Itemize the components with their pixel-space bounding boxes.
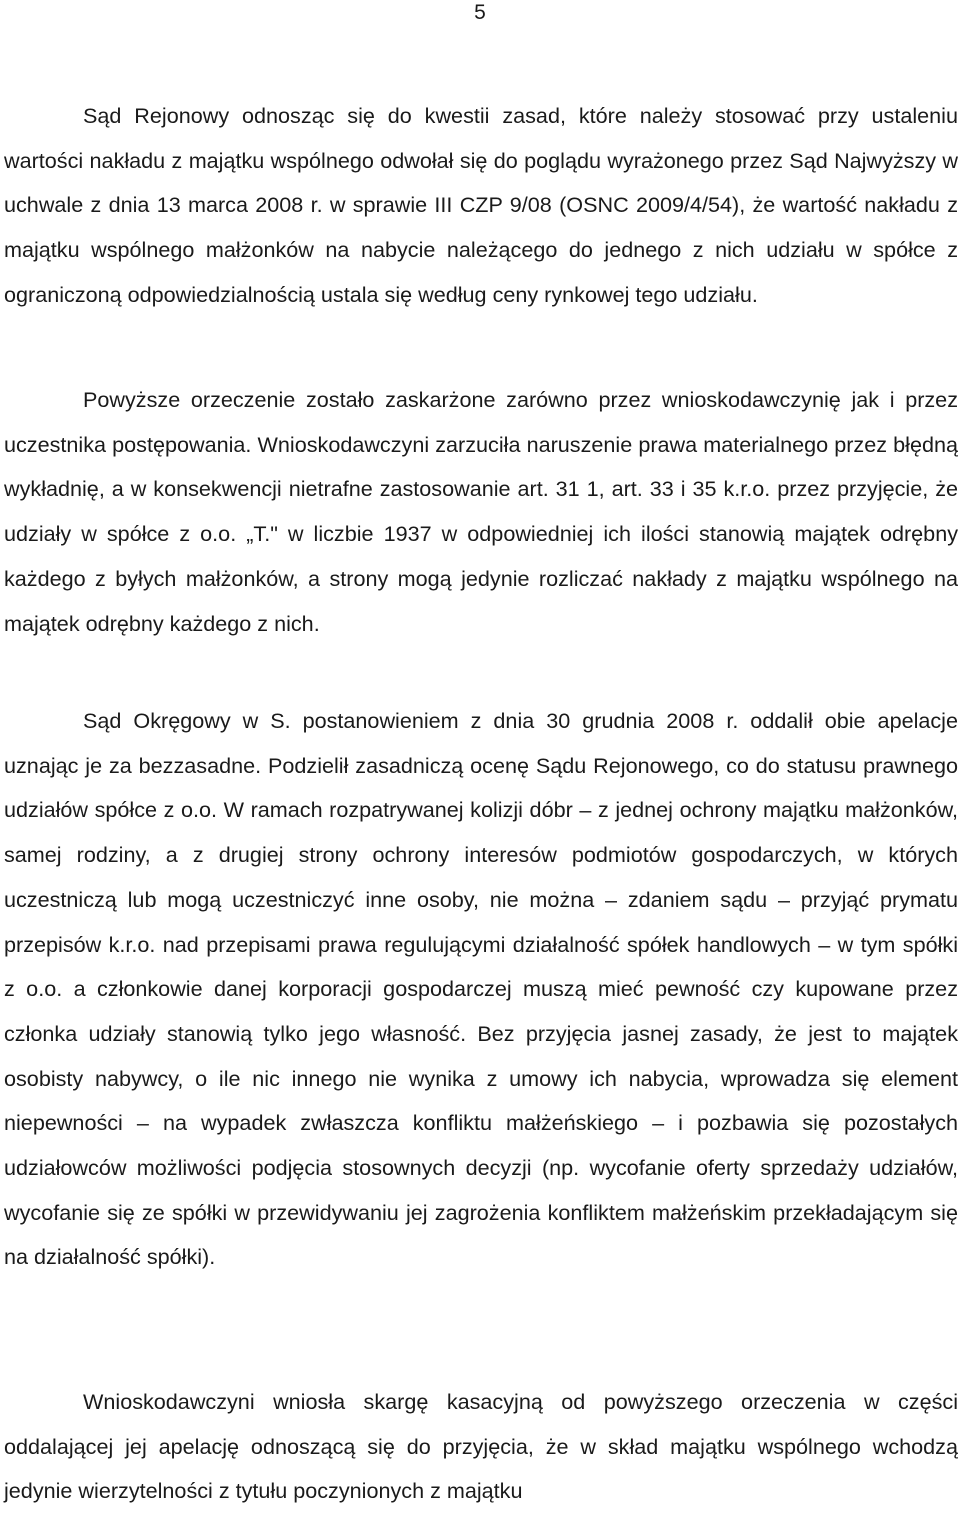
paragraph-regional-court-decision: Sąd Okręgowy w S. postanowieniem z dnia 30 grudnia 2008 r. oddalił obie apelacje uznając je za bezzasadne. Podzielił zasadniczą ocenę Sądu Rejonowego, co do statusu prawnego udziałów spółce z o.o. W ramach rozpatrywanej kolizji dóbr – z jednej ochrony majątku małżonków, samej rodziny, a z drugiej strony ochrony interesów podmiotów gospodarczych, w których uczestniczą lub mogą uczestniczyć inne osoby, nie można – zdaniem sądu – przyjąć prymatu przepisów k.r.o. nad przepisami prawa regulującymi działalność spółek handlowych – w tym spółki z o.o. a członkowie danej korporacji gospodarczej muszą mieć pewność czy kupowane przez członka udziały stanowią tylko jego własność. Bez przyjęcia jasnej zasady, że jest to majątek osobisty nabywcy, o ile nic innego nie wynika z umowy ich nabycia, wprowadza się element niepewności – na wypadek zwłaszcza konfliktu małżeńskiego – i pozbawia się pozostałych udziałowców możliwości podjęcia stosownych decyzji (np. wycofanie oferty sprzedaży udziałów, wycofanie się ze spółki w przewidywaniu jej zagrożenia konfliktem małżeńskim przekładającym się na działalność spółki). [4,708,958,1270]
paragraph-appeal-claims: Powyższe orzeczenie zostało zaskarżone zarówno przez wnioskodawczynię jak i przez uczestnika postępowania. Wnioskodawczyni zarzuciła naruszenie prawa materialnego przez błędną wykładnię, a w konsekwencji nietrafne zastosowanie art. 31 1, art. 33 i 35 k.r.o. przez przyjęcie, że udziały w spółce z o.o. „T." w liczbie 1937 w odpowiedniej ich ilości stanowią majątek odrębny każdego z byłych małżonków, a strony mogą jedynie rozliczać nakłady z majątku wspólnego na majątek odrębny każdego z nich. [4,387,958,636]
paragraph-cassation-appeal: Wnioskodawczyni wniosła skargę kasacyjną od powyższego orzeczenia w części oddalającej jej apelację odnoszącą się do przyjęcia, że w skład majątku wspólnego wchodzą jedynie wierzytelności z tytułu poczynionych z majątku [4,1389,958,1504]
paragraph-district-court-reasoning: Sąd Rejonowy odnosząc się do kwestii zasad, które należy stosować przy ustaleniu wartości nakładu z majątku wspólnego odwołał się do poglądu wyrażonego przez Sąd Najwyższy w uchwale z dnia 13 marca 2008 r. w sprawie III CZP 9/08 (OSNC 2009/4/54), że wartość nakładu z majątku wspólnego małżonków na nabycie należącego do jednego z nich udziału w spółce z ograniczoną odpowiedzialnością ustala się według ceny rynkowej tego udziału. [4,103,958,307]
page-number: 5 [474,1,486,24]
